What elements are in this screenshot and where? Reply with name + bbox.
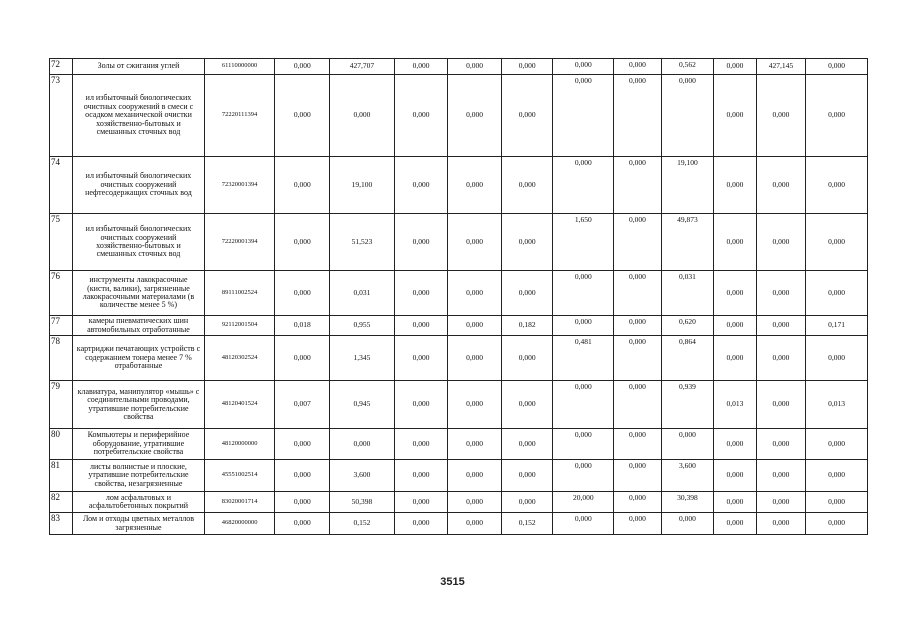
- value-cell: 0,000: [614, 381, 662, 429]
- value-cell: 0,000: [806, 492, 868, 513]
- value-cell: 0,000: [806, 75, 868, 157]
- value-cell: 0,152: [330, 513, 395, 535]
- value-cell: 0,000: [661, 75, 714, 157]
- value-cell: 0,000: [448, 429, 502, 460]
- row-number: 82: [50, 492, 73, 513]
- value-cell: 0,000: [501, 157, 553, 214]
- value-cell: 0,000: [714, 336, 756, 381]
- table-row: [50, 381, 868, 429]
- value-cell: 0,000: [553, 59, 614, 75]
- value-cell: 0,000: [756, 316, 806, 336]
- value-cell: 0,000: [394, 513, 448, 535]
- value-cell: 19,100: [661, 157, 714, 214]
- waste-name-cell: камеры пневматических шин автомобильных отработанные: [73, 316, 204, 336]
- value-cell: 0,000: [714, 460, 756, 492]
- value-cell: 0,000: [448, 492, 502, 513]
- fkko-code-cell: 83020001714: [204, 492, 275, 513]
- value-cell: 0,031: [661, 271, 714, 316]
- value-cell: 0,000: [394, 214, 448, 271]
- waste-table: [49, 58, 868, 535]
- page-number: 3515: [440, 576, 465, 588]
- waste-name-cell: Золы от сжигания углей: [73, 59, 204, 75]
- value-cell: 0,000: [553, 157, 614, 214]
- value-cell: 0,000: [394, 271, 448, 316]
- value-cell: 0,000: [614, 214, 662, 271]
- value-cell: 0,000: [714, 59, 756, 75]
- value-cell: 0,000: [448, 513, 502, 535]
- value-cell: 0,620: [661, 316, 714, 336]
- fkko-code-cell: 72220001394: [204, 214, 275, 271]
- value-cell: 0,000: [394, 336, 448, 381]
- fkko-code-cell: 89111002524: [204, 271, 275, 316]
- value-cell: 0,000: [553, 381, 614, 429]
- value-cell: 0,000: [553, 429, 614, 460]
- value-cell: 0,000: [501, 429, 553, 460]
- value-cell: 0,000: [806, 59, 868, 75]
- value-cell: 0,000: [501, 460, 553, 492]
- value-cell: 0,000: [661, 429, 714, 460]
- value-cell: 0,000: [275, 460, 330, 492]
- value-cell: 0,000: [756, 214, 806, 271]
- value-cell: 0,481: [553, 336, 614, 381]
- value-cell: 0,000: [614, 429, 662, 460]
- value-cell: 51,523: [330, 214, 395, 271]
- value-cell: 0,000: [394, 381, 448, 429]
- value-cell: 1,650: [553, 214, 614, 271]
- value-cell: 0,000: [448, 75, 502, 157]
- value-cell: 0,000: [275, 59, 330, 75]
- waste-name-cell: картриджи печатающих устройств с содержанием тонера менее 7 % отработанные: [73, 336, 204, 381]
- row-number: 77: [50, 316, 73, 336]
- waste-name-cell: ил избыточный биологических очистных сооружений нефтесодержащих сточных вод: [73, 157, 204, 214]
- value-cell: 0,031: [330, 271, 395, 316]
- value-cell: 0,000: [806, 271, 868, 316]
- row-number: 80: [50, 429, 73, 460]
- value-cell: 0,000: [501, 336, 553, 381]
- value-cell: 0,000: [714, 75, 756, 157]
- value-cell: 0,562: [661, 59, 714, 75]
- value-cell: 0,000: [714, 513, 756, 535]
- value-cell: 3,600: [330, 460, 395, 492]
- value-cell: 0,000: [756, 492, 806, 513]
- value-cell: 0,013: [806, 381, 868, 429]
- waste-name-cell: Компьютеры и периферийное оборудование, утратившие потребительские свойства: [73, 429, 204, 460]
- value-cell: 0,182: [501, 316, 553, 336]
- table-row: [50, 271, 868, 316]
- value-cell: 0,000: [394, 157, 448, 214]
- value-cell: 50,398: [330, 492, 395, 513]
- value-cell: 0,000: [806, 513, 868, 535]
- value-cell: 0,000: [275, 214, 330, 271]
- table-row: [50, 336, 868, 381]
- table-row: [50, 460, 868, 492]
- value-cell: 0,000: [330, 429, 395, 460]
- value-cell: 0,000: [275, 157, 330, 214]
- row-number: 76: [50, 271, 73, 316]
- value-cell: 0,000: [448, 271, 502, 316]
- value-cell: 0,000: [756, 460, 806, 492]
- value-cell: 0,000: [394, 460, 448, 492]
- value-cell: 0,000: [330, 75, 395, 157]
- waste-name-cell: инструменты лакокрасочные (кисти, валики), загрязненные лакокрасочными материалами (в количестве менее 5 %): [73, 271, 204, 316]
- value-cell: 0,000: [448, 59, 502, 75]
- value-cell: 0,000: [394, 75, 448, 157]
- table-row: [50, 513, 868, 535]
- value-cell: 0,000: [614, 336, 662, 381]
- value-cell: 0,000: [394, 492, 448, 513]
- value-cell: 0,000: [714, 316, 756, 336]
- value-cell: 0,000: [553, 316, 614, 336]
- value-cell: 0,000: [714, 214, 756, 271]
- value-cell: 0,000: [614, 75, 662, 157]
- value-cell: 0,000: [756, 513, 806, 535]
- value-cell: 0,000: [614, 460, 662, 492]
- value-cell: 0,000: [714, 492, 756, 513]
- value-cell: 0,000: [756, 75, 806, 157]
- value-cell: 0,000: [714, 157, 756, 214]
- row-number: 74: [50, 157, 73, 214]
- fkko-code-cell: 46820000000: [204, 513, 275, 535]
- value-cell: 3,600: [661, 460, 714, 492]
- value-cell: 0,000: [714, 429, 756, 460]
- value-cell: 0,000: [806, 429, 868, 460]
- table-row: [50, 429, 868, 460]
- table-row: [50, 157, 868, 214]
- row-number: 81: [50, 460, 73, 492]
- value-cell: 0,000: [275, 271, 330, 316]
- value-cell: 0,000: [448, 316, 502, 336]
- waste-name-cell: лом асфальтовых и асфальтобетонных покрытий: [73, 492, 204, 513]
- table-body: [50, 59, 868, 535]
- value-cell: 0,000: [448, 336, 502, 381]
- value-cell: 0,000: [448, 214, 502, 271]
- value-cell: 0,000: [448, 157, 502, 214]
- value-cell: 0,000: [756, 429, 806, 460]
- value-cell: 0,955: [330, 316, 395, 336]
- value-cell: 0,000: [553, 460, 614, 492]
- waste-name-cell: ил избыточный биологических очистных сооружений хозяйственно-бытовых и смешанных сточных вод: [73, 214, 204, 271]
- value-cell: 19,100: [330, 157, 395, 214]
- value-cell: 0,000: [756, 271, 806, 316]
- fkko-code-cell: 48120302524: [204, 336, 275, 381]
- value-cell: 0,939: [661, 381, 714, 429]
- value-cell: 49,873: [661, 214, 714, 271]
- value-cell: 427,145: [756, 59, 806, 75]
- value-cell: 0,000: [614, 513, 662, 535]
- value-cell: 0,000: [275, 75, 330, 157]
- value-cell: 0,000: [714, 271, 756, 316]
- table-row: [50, 492, 868, 513]
- value-cell: 0,000: [756, 157, 806, 214]
- waste-name-cell: клавиатура, манипулятор «мышь» с соединительными проводами, утратившие потребительские свойства: [73, 381, 204, 429]
- fkko-code-cell: 92112001504: [204, 316, 275, 336]
- value-cell: 0,000: [448, 381, 502, 429]
- value-cell: 0,000: [553, 75, 614, 157]
- table-row: [50, 316, 868, 336]
- value-cell: 0,000: [501, 59, 553, 75]
- fkko-code-cell: 45551002514: [204, 460, 275, 492]
- value-cell: 1,345: [330, 336, 395, 381]
- value-cell: 0,000: [614, 492, 662, 513]
- waste-name-cell: Лом и отходы цветных металлов загрязненные: [73, 513, 204, 535]
- value-cell: 0,000: [756, 381, 806, 429]
- value-cell: 20,000: [553, 492, 614, 513]
- value-cell: 0,013: [714, 381, 756, 429]
- value-cell: 0,000: [614, 316, 662, 336]
- value-cell: 0,000: [553, 271, 614, 316]
- table-row: [50, 59, 868, 75]
- value-cell: 427,707: [330, 59, 395, 75]
- value-cell: 0,000: [614, 59, 662, 75]
- value-cell: 0,000: [501, 75, 553, 157]
- value-cell: 0,018: [275, 316, 330, 336]
- value-cell: 0,171: [806, 316, 868, 336]
- value-cell: 0,000: [448, 460, 502, 492]
- value-cell: 0,000: [394, 59, 448, 75]
- value-cell: 0,152: [501, 513, 553, 535]
- value-cell: 0,007: [275, 381, 330, 429]
- fkko-code-cell: 48120000000: [204, 429, 275, 460]
- value-cell: 0,000: [394, 316, 448, 336]
- value-cell: 0,000: [501, 214, 553, 271]
- value-cell: 0,000: [756, 336, 806, 381]
- value-cell: 30,398: [661, 492, 714, 513]
- value-cell: 0,000: [553, 513, 614, 535]
- row-number: 78: [50, 336, 73, 381]
- row-number: 75: [50, 214, 73, 271]
- value-cell: 0,000: [806, 214, 868, 271]
- value-cell: 0,000: [394, 429, 448, 460]
- row-number: 79: [50, 381, 73, 429]
- value-cell: 0,000: [614, 157, 662, 214]
- value-cell: 0,000: [806, 460, 868, 492]
- value-cell: 0,000: [501, 492, 553, 513]
- table-row: [50, 214, 868, 271]
- value-cell: 0,000: [275, 336, 330, 381]
- waste-name-cell: ил избыточный биологических очистных сооружений в смеси с осадком механической очистки хозяйственно-бытовых и смешанных сточных вод: [73, 75, 204, 157]
- value-cell: 0,000: [661, 513, 714, 535]
- value-cell: 0,000: [275, 429, 330, 460]
- value-cell: 0,000: [275, 513, 330, 535]
- fkko-code-cell: 72220111394: [204, 75, 275, 157]
- value-cell: 0,000: [806, 336, 868, 381]
- fkko-code-cell: 48120401524: [204, 381, 275, 429]
- fkko-code-cell: 61110000000: [204, 59, 275, 75]
- value-cell: 0,000: [806, 157, 868, 214]
- row-number: 83: [50, 513, 73, 535]
- value-cell: 0,864: [661, 336, 714, 381]
- waste-name-cell: листы волнистые и плоские, утратившие потребительские свойства, незагрязненные: [73, 460, 204, 492]
- table-row: [50, 75, 868, 157]
- value-cell: 0,945: [330, 381, 395, 429]
- value-cell: 0,000: [614, 271, 662, 316]
- value-cell: 0,000: [275, 492, 330, 513]
- value-cell: 0,000: [501, 381, 553, 429]
- row-number: 72: [50, 59, 73, 75]
- fkko-code-cell: 72320001394: [204, 157, 275, 214]
- row-number: 73: [50, 75, 73, 157]
- value-cell: 0,000: [501, 271, 553, 316]
